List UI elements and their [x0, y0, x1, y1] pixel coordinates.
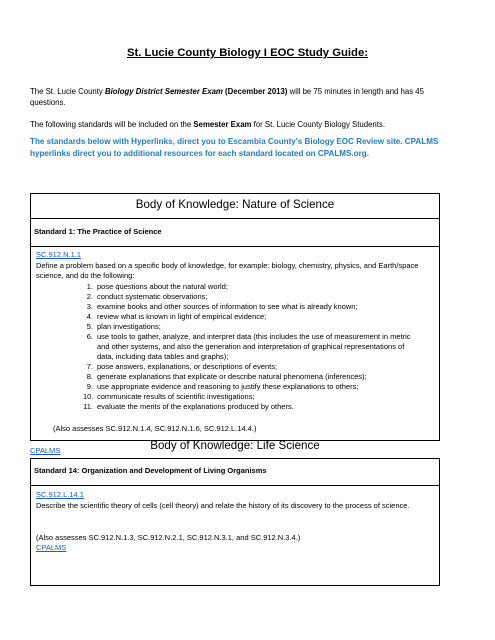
section-heading-nature-of-science: Body of Knowledge: Nature of Science	[135, 198, 335, 211]
list-item	[83, 392, 423, 402]
divider	[31, 246, 439, 247]
list-item-text: plan investigations;	[97, 322, 161, 331]
list-item-number: 3.	[86, 302, 93, 311]
list-item-number: 7.	[86, 362, 93, 371]
standard-description: Define a problem based on a specific body of knowledge, for example: biology, chemistry, physics, and Earth/space science, and do the following:	[36, 261, 419, 280]
list-item-text: pose answers, explanations, or descriptions of events;	[97, 362, 278, 371]
list-item-text: conduct systematic observations;	[97, 292, 208, 301]
standard-title: Standard 14: Organization and Development of Living Organisms	[34, 466, 267, 475]
intro-text-end: will be 75 minutes in length and has 45 questions.	[30, 87, 424, 108]
list-item-text: review what is known in light of empirical evidence;	[97, 312, 267, 321]
list-item-number: 1.	[86, 282, 93, 291]
also-assesses-note: (Also assesses SC.912.N.1.4, SC.912.N.1.6, SC.912.L.14.4.)	[53, 424, 257, 433]
list-item	[83, 282, 423, 292]
practice-list	[83, 282, 423, 412]
hyperlink-note: The standards below with Hyperlinks, direct you to Escambia County's Biology EOC Review site. CPALMS hyperlinks direct you to additional resources for each standard located on CPALMS.org.	[30, 137, 439, 158]
life-science-table	[30, 439, 440, 586]
page-title: St. Lucie County Biology I EOC Study Guide:	[126, 47, 368, 59]
cpalms-link[interactable]: CPALMS	[30, 446, 61, 455]
list-item	[83, 362, 423, 372]
list-item-number: 4.	[86, 312, 93, 321]
section-heading-life-science: Body of Knowledge: Life Science	[150, 439, 320, 452]
standards-text-end: for St. Lucie County Biology Students.	[251, 120, 385, 129]
list-item-number: 11.	[83, 402, 93, 411]
list-item	[83, 292, 423, 302]
semester-exam-term: Semester Exam	[193, 120, 252, 129]
list-item-number: 2.	[86, 292, 93, 301]
list-item	[83, 322, 423, 332]
list-item	[83, 382, 423, 392]
exam-name: Biology District Semester Exam	[104, 87, 223, 96]
list-item-number: 8.	[86, 372, 93, 381]
list-item-number: 6.	[86, 332, 93, 341]
cpalms-link[interactable]: CPALMS	[36, 543, 67, 552]
list-item	[83, 312, 423, 322]
intro-text: The St. Lucie County	[30, 87, 105, 96]
intro-paragraph-standards	[30, 119, 445, 130]
list-item-number: 9.	[86, 382, 93, 391]
list-item-text: generate explanations that explicate or describe natural phenomena (inferences);	[97, 372, 367, 381]
also-assesses-note: (Also assesses SC.912.N.1.3, SC.912.N.2.1, SC.912.N.3.1, and SC.912.N.3.4.)	[36, 533, 301, 542]
list-item-text: evaluate the merits of the explanations produced by others.	[97, 402, 294, 411]
list-item	[83, 402, 423, 412]
divider	[31, 218, 439, 219]
practice-list-wrap	[31, 282, 439, 412]
divider	[31, 485, 439, 486]
standards-text: The following standards will be included on the	[30, 120, 194, 129]
standard-description: Describe the scientific theory of cells (cell theory) and relate the history of its discovery to the process of science.	[36, 501, 410, 510]
intro-paragraph-exam	[30, 86, 445, 109]
list-item	[83, 332, 423, 362]
list-item-text: pose questions about the natural world;	[97, 282, 228, 291]
list-item-text: use appropriate evidence and reasoning to justify these explanations to others;	[97, 382, 359, 391]
list-item-number: 5.	[86, 322, 93, 331]
standard-code-link[interactable]: SC.912.L.14.1	[36, 490, 84, 499]
list-item	[83, 302, 423, 312]
nature-of-science-table	[30, 193, 440, 441]
exam-date: (December 2013)	[222, 87, 288, 96]
standard-title: Standard 1: The Practice of Science	[34, 227, 162, 236]
standard-code-link[interactable]: SC.912.N.1.1	[36, 250, 82, 259]
list-item-text: communicate results of scientific investigations;	[97, 392, 255, 401]
list-item-text: use tools to gather, analyze, and interpret data (this includes the use of measurement in metric and other systems, and also the generation and interpretation of graphical representations of data, including data tables and graphs);	[97, 332, 411, 361]
list-item-text: examine books and other sources of information to see what is already known;	[97, 302, 358, 311]
list-item-number: 10.	[83, 392, 94, 401]
list-item	[83, 372, 423, 382]
